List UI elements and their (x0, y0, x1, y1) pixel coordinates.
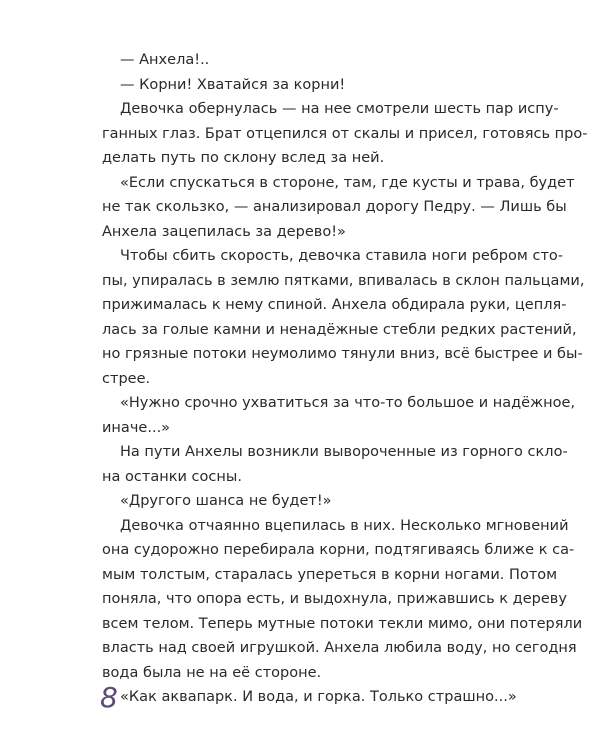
text-line: пы, упиралась в землю пятками, впивалась в склон пальцами, (102, 272, 585, 289)
text-line: иначе...» (102, 419, 171, 436)
text-line: всем телом. Теперь мутные потоки текли мимо, они потеряли (102, 615, 583, 632)
text-line: «Другого шанса не будет!» (120, 493, 332, 509)
text-line: Девочка отчаянно вцепилась в них. Несколько мгновений (120, 517, 569, 534)
text-line: лась за голые камни и ненадёжные стебли редких растений, (102, 321, 577, 338)
text-line: Девочка обернулась — на нее смотрели шесть пар испу- (120, 101, 559, 117)
text-line: — Анхела!.. (120, 52, 210, 68)
text-line: Анхела зацепилась за дерево!» (102, 223, 346, 240)
text-line: ганных глаз. Брат отцепился от скалы и присел, готовясь про- (102, 125, 588, 142)
text-line: «Если спускаться в стороне, там, где кусты и трава, будет (120, 174, 575, 191)
text-line: прижималась к нему спиной. Анхела обдирала руки, цепля- (102, 297, 567, 313)
text-line: на останки сосны. (102, 468, 242, 485)
text-line: стрее. (102, 370, 151, 387)
text-line: она судорожно перебирала корни, подтягиваясь ближе к са- (102, 542, 575, 558)
text-line: — Корни! Хватайся за корни! (120, 76, 346, 93)
text-line: не так скользко, — анализировал дорогу Педру. — Лишь бы (102, 199, 567, 215)
text-line: мым толстым, старалась упереться в корни ногами. Потом (102, 566, 558, 583)
body-text (102, 48, 588, 710)
text-line: власть над своей игрушкой. Анхела любила воду, но сегодня (102, 640, 577, 656)
text-line: вода была не на её стороне. (102, 664, 322, 681)
text-line: Чтобы сбить скорость, девочка ставила ноги ребром сто- (120, 248, 564, 264)
page-number: 8 (100, 681, 118, 714)
text-line: делать путь по склону вслед за ней. (102, 150, 385, 166)
text-line: На пути Анхелы возникли вывороченные из горного скло- (120, 444, 568, 460)
text-line: поняла, что опора есть, и выдохнула, прижавшись к дереву (102, 591, 567, 607)
text-line: «Нужно срочно ухватиться за что-то большое и надёжное, (120, 395, 576, 411)
text-line: «Как аквапарк. И вода, и горка. Только страшно...» (120, 689, 517, 705)
text-line: но грязные потоки неумолимо тянули вниз, всё быстрее и бы- (102, 346, 583, 362)
